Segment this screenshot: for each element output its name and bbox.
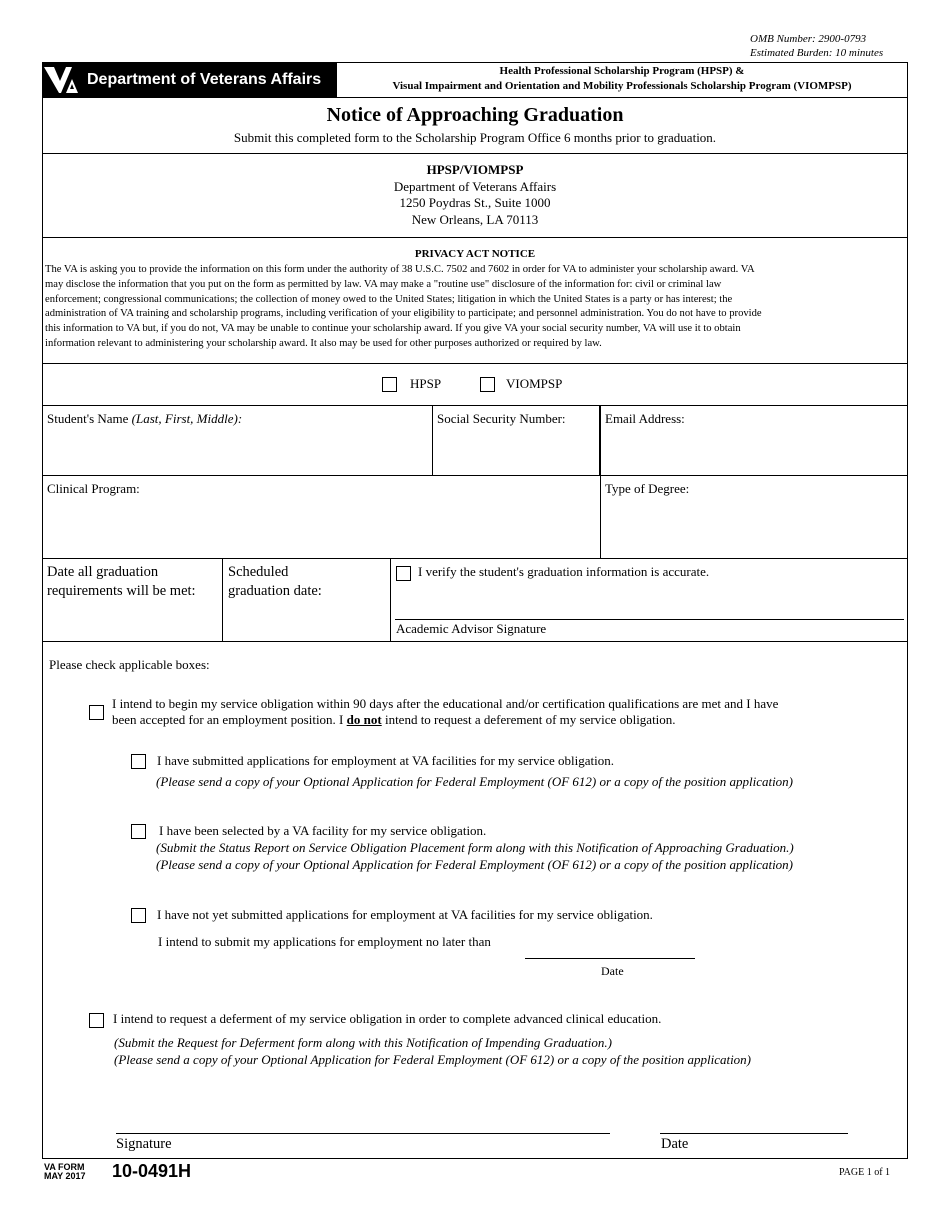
privacy-line: may disclose the information that you put on the form as permitted by law. VA may make a "routine use" disclosure of the information for: civil or criminal law — [45, 278, 722, 290]
date-requirements-label-2: requirements will be met: — [47, 583, 196, 599]
sub1-note: (Please send a copy of your Optional Application for Federal Employment (OF 612) or a copy of the position application) — [156, 774, 794, 789]
sub3-checkbox[interactable] — [131, 908, 146, 923]
verify-checkbox[interactable] — [396, 566, 411, 581]
privacy-line: information relevant to administering your scholarship award. It also may be used for other purposes authorized or required by law. — [45, 337, 602, 349]
option2-checkbox[interactable] — [89, 1013, 104, 1028]
va-logo-icon — [42, 65, 82, 95]
page-number: PAGE 1 of 1 — [839, 1167, 891, 1178]
sub3-date-field[interactable] — [525, 932, 695, 958]
sub3-date-label: Date — [601, 964, 624, 978]
program-title-line1: Health Professional Scholarship Program (HPSP) & — [499, 65, 745, 77]
option1-text-line2: been accepted for an employment position. I do not intend to request a deferement of my service obligation. — [112, 712, 676, 727]
clinical-program-label: Clinical Program: — [47, 481, 140, 496]
checks-intro: Please check applicable boxes: — [49, 657, 210, 672]
signature-date-field[interactable] — [660, 1100, 848, 1133]
hpsp-checkbox[interactable] — [382, 377, 397, 392]
scheduled-date-label-1: Scheduled — [228, 564, 289, 580]
degree-type-label: Type of Degree: — [605, 481, 690, 496]
agency-band — [42, 62, 336, 98]
email-label: Email Address: — [605, 411, 685, 426]
sub2-note2: (Please send a copy of your Optional Application for Federal Employment (OF 612) or a copy of the position application) — [156, 857, 794, 872]
sub2-text: I have been selected by a VA facility for my service obligation. — [159, 823, 487, 838]
degree-type-field[interactable] — [601, 500, 907, 557]
privacy-line: this information to VA but, if you do not, VA may be unable to continue your scholarship award. If you give VA your social security number, VA will use it to obtain — [45, 323, 741, 335]
option2-note1: (Submit the Request for Deferment form along with this Notification of Impending Graduation.) — [114, 1035, 612, 1050]
sub3-intent: I intend to submit my applications for employment no later than — [158, 934, 491, 949]
privacy-text — [45, 263, 907, 352]
sub2-note1: (Submit the Status Report on Service Obligation Placement form along with this Notification of Approaching Graduation.) — [156, 840, 794, 855]
scheduled-date-field[interactable] — [223, 602, 390, 640]
option1-checkbox[interactable] — [89, 705, 104, 720]
date-requirements-field[interactable] — [43, 602, 222, 640]
sub2-checkbox[interactable] — [131, 824, 146, 839]
sub3-text: I have not yet submitted applications for employment at VA facilities for my service obligation. — [157, 907, 653, 922]
viompsp-label: VIOMPSP — [506, 376, 563, 391]
scheduled-date-label-2: graduation date: — [228, 583, 322, 599]
signature-field[interactable] — [116, 1100, 610, 1133]
student-name-field[interactable] — [43, 430, 432, 474]
agency-name: Department of Veterans Affairs — [87, 71, 322, 88]
footer-date: MAY 2017 — [44, 1171, 86, 1181]
option2-note2: (Please send a copy of your Optional Application for Federal Employment (OF 612) or a copy of the position application) — [114, 1052, 752, 1067]
footer-va-form: VA FORM — [44, 1162, 85, 1172]
clinical-program-field[interactable] — [43, 500, 599, 557]
form-title: Notice of Approaching Graduation — [326, 104, 624, 126]
advisor-signature-label: Academic Advisor Signature — [396, 621, 547, 636]
option1-text-line1: I intend to begin my service obligation within 90 days after the educational and/or certification qualifications are met and I have — [112, 696, 779, 711]
sub1-text: I have submitted applications for employment at VA facilities for my service obligation. — [157, 753, 614, 768]
email-field[interactable] — [601, 430, 907, 474]
verify-label: I verify the student's graduation information is accurate. — [418, 564, 710, 579]
sub1-checkbox[interactable] — [131, 754, 146, 769]
option2-text: I intend to request a deferment of my service obligation in order to complete advanced clinical education. — [113, 1011, 662, 1026]
form-number: 10-0491H — [112, 1161, 192, 1181]
address-line1: Department of Veterans Affairs — [393, 178, 557, 194]
hpsp-label: HPSP — [410, 376, 442, 391]
program-title-line2: Visual Impairment and Orientation and Mobility Professionals Scholarship Program (VIOMPSP) — [392, 80, 852, 92]
privacy-line: enforcement; congressional communications; the collection of money owed to the United States; litigation in which the United States is a party or has interest; the — [45, 293, 733, 305]
signature-date-label: Date — [661, 1136, 689, 1152]
signature-label: Signature — [116, 1136, 172, 1152]
address-line3: New Orleans, LA 70113 — [411, 211, 539, 227]
ssn-field[interactable] — [433, 430, 599, 474]
viompsp-checkbox[interactable] — [480, 377, 495, 392]
date-requirements-label-1: Date all graduation — [47, 564, 159, 580]
privacy-heading: PRIVACY ACT NOTICE — [414, 248, 536, 260]
ssn-label: Social Security Number: — [437, 411, 566, 426]
address-line2: 1250 Poydras St., Suite 1000 — [399, 195, 551, 210]
privacy-line: administration of VA training and scholarship programs, including verification of your eligibility to participate; and personnel administration. You do not have to provide — [45, 308, 762, 320]
advisor-signature-field[interactable] — [395, 586, 903, 618]
estimated-burden: Estimated Burden: 10 minutes — [750, 47, 884, 59]
privacy-line: The VA is asking you to provide the information on this form under the authority of 38 U.S.C. 7502 and 7602 in order for VA to administer your scholarship award. VA — [45, 264, 755, 275]
form-subtitle: Submit this completed form to the Scholarship Program Office 6 months prior to graduation. — [233, 130, 717, 145]
address-heading: HPSP/VIOMPSP — [426, 162, 524, 177]
student-name-label: Student's Name (Last, First, Middle): — [47, 411, 243, 426]
omb-number: OMB Number: 2900-0793 — [750, 33, 867, 45]
